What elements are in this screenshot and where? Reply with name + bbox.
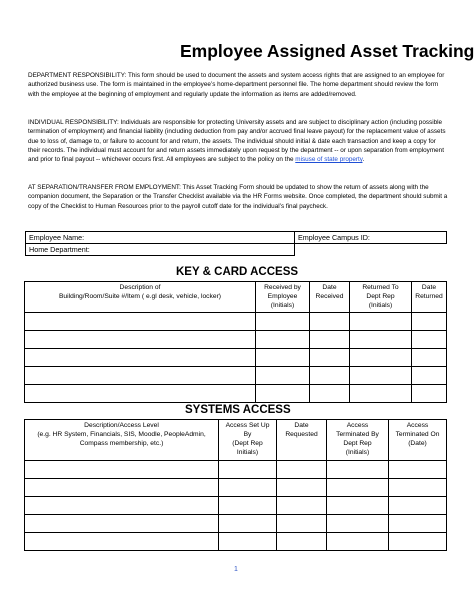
table-row: [25, 313, 447, 331]
table-cell[interactable]: [412, 313, 447, 331]
table-cell[interactable]: [219, 461, 277, 479]
page-title: Employee Assigned Asset Tracking: [180, 41, 474, 61]
table-cell[interactable]: [327, 461, 389, 479]
table-row: [25, 349, 447, 367]
page-number: 1: [234, 566, 238, 573]
misuse-policy-link[interactable]: misuse of state property: [295, 156, 363, 164]
systems-access-table: [24, 419, 447, 551]
table-cell[interactable]: [327, 533, 389, 551]
key-header-date-returned: Date Returned: [412, 282, 447, 313]
table-cell[interactable]: [219, 533, 277, 551]
table-cell[interactable]: [327, 497, 389, 515]
separation-text: This Asset Tracking Form should be updated to show the return of assets along with the companion document, the Separation or the Transfer Checklist available via the HR Forms website. Once completed, the department should submit a copy of the Checklist to Human Resources prior to the payroll cutoff date for the individual’s final paycheck.: [28, 184, 448, 210]
table-cell[interactable]: [412, 385, 447, 403]
table-cell[interactable]: [412, 331, 447, 349]
table-cell[interactable]: [25, 515, 219, 533]
table-cell[interactable]: [25, 497, 219, 515]
table-cell[interactable]: [25, 385, 256, 403]
employee-name-field[interactable]: Employee Name:: [26, 232, 295, 244]
table-cell[interactable]: [256, 331, 310, 349]
table-cell[interactable]: [277, 497, 327, 515]
table-cell[interactable]: [277, 479, 327, 497]
table-cell[interactable]: [327, 515, 389, 533]
table-cell[interactable]: [310, 331, 350, 349]
systems-header-terminated-on: Access Terminated On (Date): [389, 420, 447, 461]
table-cell[interactable]: [219, 479, 277, 497]
separation-label: AT SEPARATION/TRANSFER FROM EMPLOYMENT:: [28, 184, 181, 191]
key-header-description: Description of Building/Room/Suite #/Item ( e.gl desk, vehicle, locker): [25, 282, 256, 313]
table-cell[interactable]: [256, 313, 310, 331]
table-cell[interactable]: [25, 349, 256, 367]
systems-header-row: [25, 420, 447, 461]
table-cell[interactable]: [256, 385, 310, 403]
key-header-returned-to: Returned To Dept Rep (Initials): [350, 282, 412, 313]
table-cell[interactable]: [350, 349, 412, 367]
table-cell[interactable]: [277, 533, 327, 551]
systems-access-heading: SYSTEMS ACCESS: [185, 404, 291, 416]
department-responsibility-paragraph: [28, 71, 448, 99]
table-cell[interactable]: [277, 461, 327, 479]
table-cell[interactable]: [389, 533, 447, 551]
table-cell[interactable]: [25, 367, 256, 385]
table-cell[interactable]: [310, 385, 350, 403]
table-row: [25, 331, 447, 349]
table-cell[interactable]: [350, 331, 412, 349]
systems-header-description: Description/Access Level (e.g. HR System, Financials, SIS, Moodle, PeopleAdmin, Compass membership, etc.): [25, 420, 219, 461]
systems-header-date-requested: Date Requested: [277, 420, 327, 461]
table-row: [25, 367, 447, 385]
table-cell[interactable]: [389, 497, 447, 515]
table-cell[interactable]: [219, 515, 277, 533]
systems-header-setup-by: Access Set Up By (Dept Rep Initials): [219, 420, 277, 461]
key-header-received-by: Received by Employee (Initials): [256, 282, 310, 313]
table-cell[interactable]: [310, 349, 350, 367]
individual-responsibility-text: Individuals are responsible for protecting University assets and are subject to disciplinary action (including possible termination of employment) and financial liability (including deduction from pay and/or accrued final leave payout) for the replacement value of assets due to loss of, damage to, or failure to account for and return, the assets. The individual should initial & date each transaction and keep a copy for their records. The individual must account for and return assets immediately upon request by the department -- or upon separation from employment and prior to final payout -- whichever occurs first. All employees are subject to the policy on the: [28, 119, 446, 164]
table-cell[interactable]: [310, 313, 350, 331]
key-card-access-heading: KEY & CARD ACCESS: [176, 266, 299, 278]
table-cell[interactable]: [389, 479, 447, 497]
employee-campus-id-field[interactable]: Employee Campus ID:: [295, 232, 447, 244]
individual-responsibility-paragraph: [28, 118, 448, 164]
table-cell[interactable]: [256, 349, 310, 367]
table-cell[interactable]: [25, 313, 256, 331]
key-header-date-received: Date Received: [310, 282, 350, 313]
table-cell[interactable]: [25, 331, 256, 349]
table-cell[interactable]: [350, 367, 412, 385]
department-responsibility-label: DEPARTMENT RESPONSIBILITY:: [28, 72, 127, 79]
individual-responsibility-end: .: [362, 156, 365, 164]
table-cell[interactable]: [25, 479, 219, 497]
table-cell[interactable]: [219, 497, 277, 515]
employee-info-table: [25, 231, 447, 256]
table-cell[interactable]: [350, 385, 412, 403]
separation-paragraph: [28, 183, 448, 211]
key-header-row: [25, 282, 447, 313]
table-cell[interactable]: [310, 367, 350, 385]
table-cell[interactable]: [327, 479, 389, 497]
key-card-access-table: [24, 281, 447, 403]
table-cell[interactable]: [256, 367, 310, 385]
table-cell[interactable]: [350, 313, 412, 331]
table-cell[interactable]: [277, 515, 327, 533]
table-cell[interactable]: [25, 533, 219, 551]
table-row: [25, 479, 447, 497]
empty-cell: [295, 244, 447, 256]
table-cell[interactable]: [412, 349, 447, 367]
home-department-field[interactable]: Home Department:: [26, 244, 295, 256]
table-row: [25, 497, 447, 515]
individual-responsibility-label: INDIVIDUAL RESPONSIBILITY:: [28, 119, 119, 126]
table-row: [25, 385, 447, 403]
table-cell[interactable]: [389, 515, 447, 533]
table-row: [25, 461, 447, 479]
table-cell[interactable]: [25, 461, 219, 479]
department-responsibility-text: This form should be used to document the assets and system access rights that are assigned to an employee for authorized business use. The form is maintained in the employee’s home-department personnel file. The home department should review the form with the employee at the beginning of employment and regularly update the information as items are added/removed.: [28, 72, 445, 98]
systems-header-terminated-by: Access Terminated By Dept Rep (Initials): [327, 420, 389, 461]
table-cell[interactable]: [412, 367, 447, 385]
table-row: [25, 515, 447, 533]
table-row: [25, 533, 447, 551]
table-cell[interactable]: [389, 461, 447, 479]
